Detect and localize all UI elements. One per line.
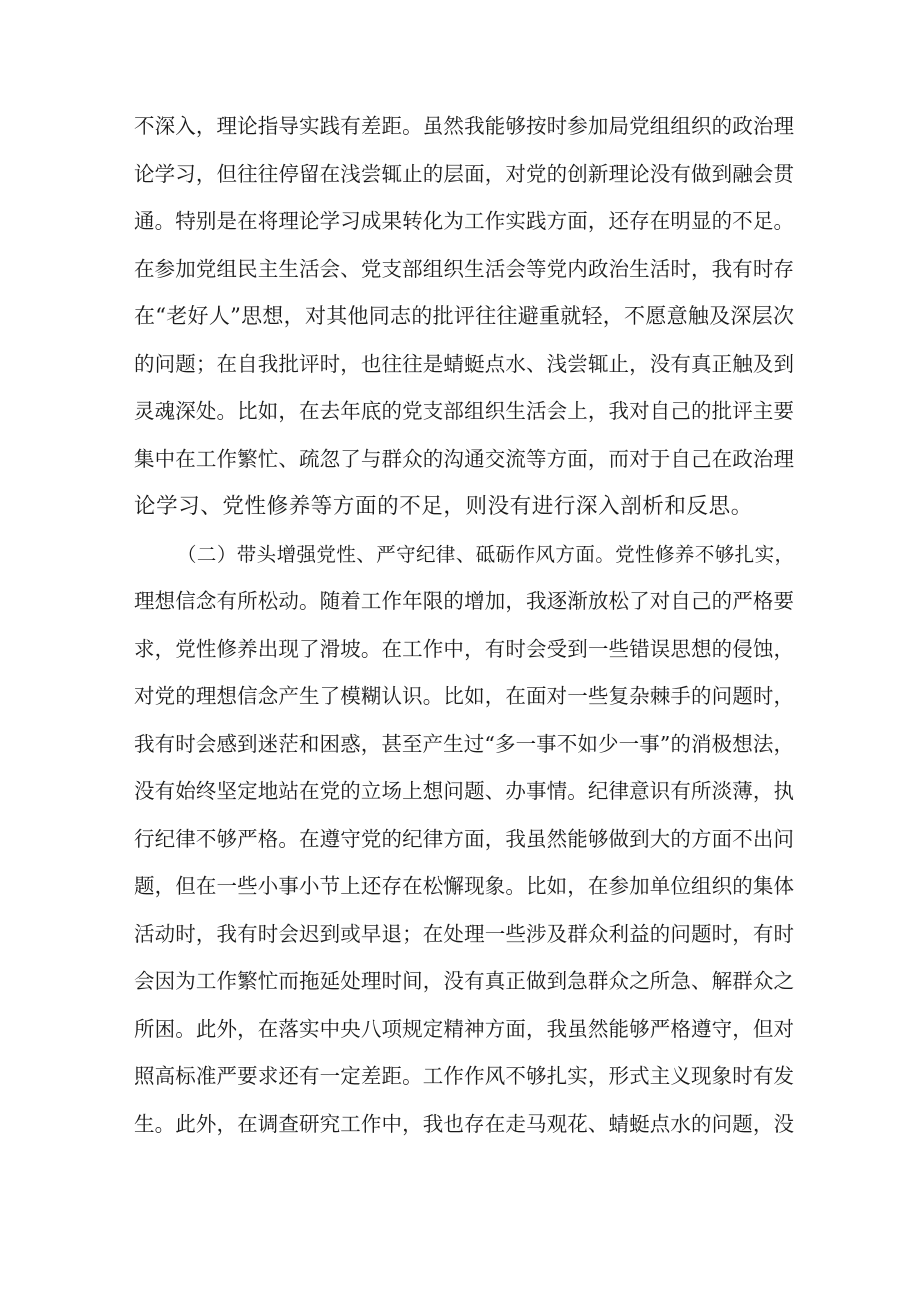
text-line: 不深入，理论指导实践有差距。虽然我能够按时参加局党组组织的政治理: [134, 114, 794, 138]
text-line: 所困。此外，在落实中央八项规定精神方面，我虽然能够严格遵守，但对: [134, 1016, 794, 1041]
section-heading-line: （二）带头增强党性、严守纪律、砥砺作风方面。党性修养不够扎实，: [177, 542, 794, 566]
text-line: 求，党性修养出现了滑坡。在工作中，有时会受到一些错误思想的侵蚀，: [134, 636, 794, 661]
text-line: 灵魂深处。比如，在去年底的党支部组织生活会上，我对自己的批评主要: [134, 399, 794, 423]
text-line: 集中在工作繁忙、疏忽了与群众的沟通交流等方面，而对于自己在政治理: [134, 446, 794, 471]
text-line: 论学习、党性修养等方面的不足，则没有进行深入剖析和反思。: [134, 494, 753, 519]
text-line: 我有时会感到迷茫和困惑，甚至产生过“多一事不如少一事”的消极想法，: [134, 731, 794, 756]
text-line: 在参加党组民主生活会、党支部组织生活会等党内政治生活时，我有时存: [134, 256, 794, 281]
text-line: 在“老好人”思想，对其他同志的批评往往避重就轻，不愿意触及深层次: [134, 304, 794, 328]
text-line: 对党的理想信念产生了模糊认识。比如，在面对一些复杂棘手的问题时，: [134, 684, 794, 708]
text-line: 理想信念有所松动。随着工作年限的增加，我逐渐放松了对自己的严格要: [134, 589, 794, 613]
text-line: 的问题；在自我批评时，也往往是蜻蜓点水、浅尝辄止，没有真正触及到: [134, 351, 794, 376]
text-line: 论学习，但往往停留在浅尝辄止的层面，对党的创新理论没有做到融会贯: [134, 161, 794, 186]
text-line: 照高标准严要求还有一定差距。工作作风不够扎实，形式主义现象时有发: [134, 1064, 794, 1088]
text-line: 通。特别是在将理论学习成果转化为工作实践方面，还存在明显的不足。: [134, 209, 794, 233]
text-line: 会因为工作繁忙而拖延处理时间，没有真正做到急群众之所急、解群众之: [134, 969, 794, 993]
text-line: 活动时，我有时会迟到或早退；在处理一些涉及群众利益的问题时，有时: [134, 921, 794, 946]
text-line: 没有始终坚定地站在党的立场上想问题、办事情。纪律意识有所淡薄，执: [134, 779, 794, 803]
text-line: 题，但在一些小事小节上还存在松懈现象。比如，在参加单位组织的集体: [134, 874, 794, 898]
text-line: 生。此外，在调查研究工作中，我也存在走马观花、蜻蜓点水的问题，没: [134, 1111, 794, 1136]
text-line: 行纪律不够严格。在遵守党的纪律方面，我虽然能够做到大的方面不出问: [134, 826, 794, 851]
body-text: [134, 103, 794, 1148]
